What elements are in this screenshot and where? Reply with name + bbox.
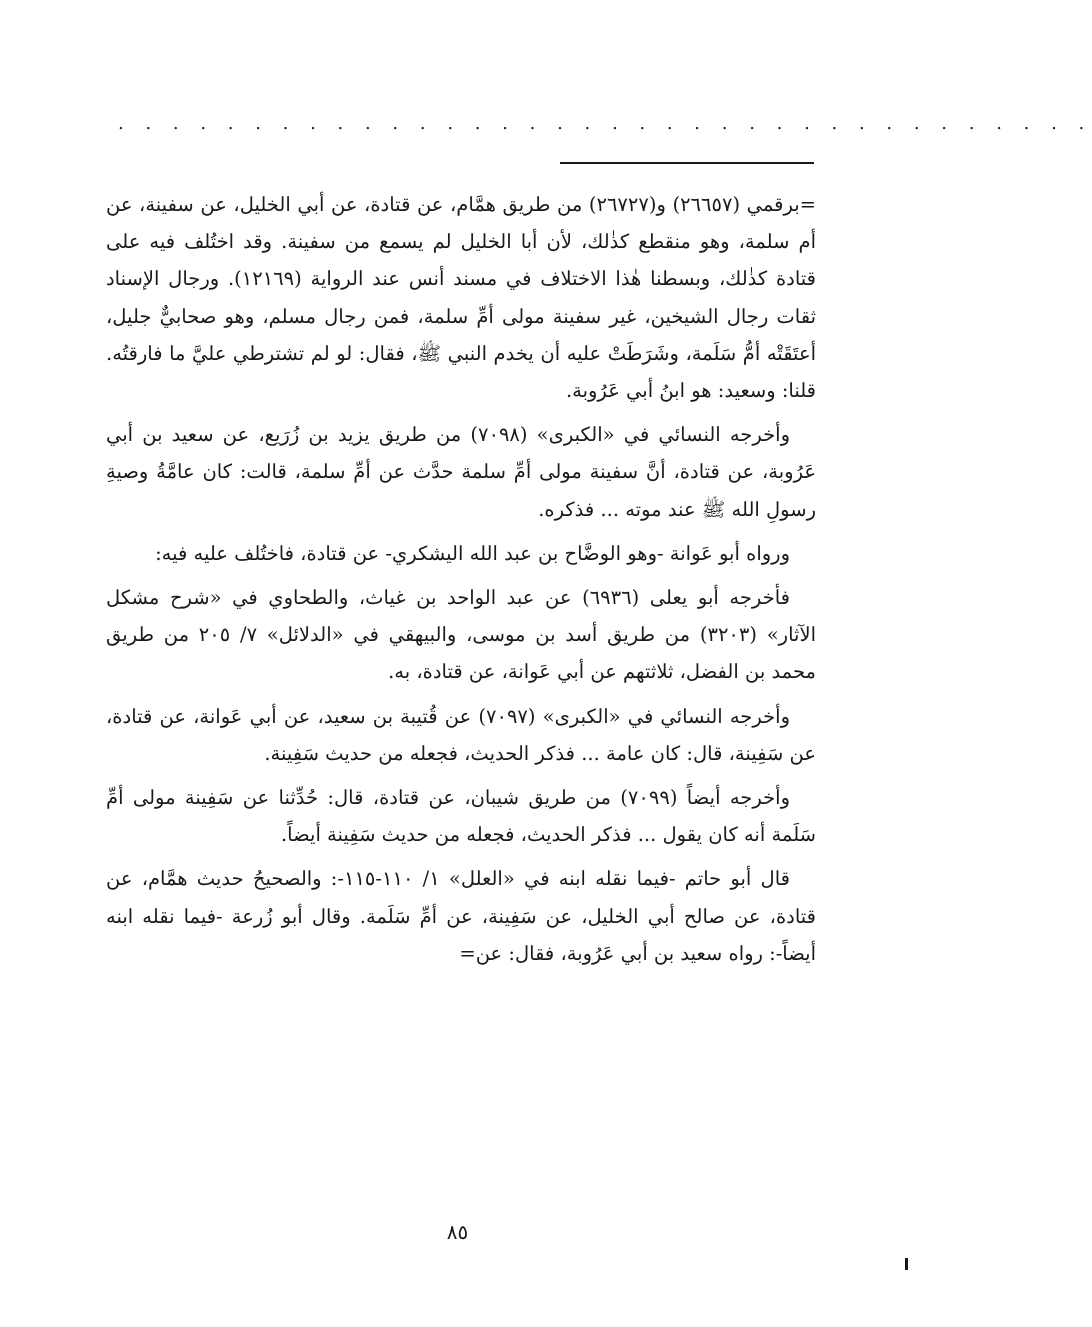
- paragraph-3: ورواه أبو عَوانة -وهو الوضَّاح بن عبد الله اليشكري- عن قتادة، فاختُلف عليه فيه:: [155, 541, 790, 565]
- paragraph-7: قال أبو حاتم -فيما نقله ابنه في «العلل» ١/ ١١٠-١١٥-: والصحيحُ حديث همَّام، عن قتادة، عن صالح أبي الخليل، عن سَفِينة، عن أمِّ سَلَمة. وقال أبو زُرعة -فيما نقله ابنه أيضاً-: رواه سعيد بن أبي عَرُوبة، فقال: عن=: [106, 867, 816, 965]
- paragraph-1: =برقمي (٢٦٦٥٧) و(٢٦٧٢٧) من طريق همَّام، عن قتادة، عن أبي الخليل، عن سفينة، عن أم سلمة، وهو منقطع كذٰلك، لأن أبا الخليل لم يسمع من سفينة. وقد اختُلف فيه على قتادة كذٰلك، وبسطنا هٰذا الاختلاف في مسند أنس عند الرواية (١٢١٦٩). ورجال الإسناد ثقات رجال الشيخين، غير سفينة مولى أمِّ سلمة، فمن رجال مسلم، وهو صحابيٌّ جليل، أعتَقَتْه أمُّ سَلَمة، وشَرَطَتْ عليه أن يخدم النبي ﷺ، فقال: لو لم تشترطي عليَّ ما فارقتُه. قلنا: وسعيد: هو ابنُ أبي عَرُوبة.: [106, 193, 816, 403]
- scan-edge-mark: [905, 1258, 908, 1270]
- paragraph-4: فأخرجه أبو يعلى (٦٩٣٦) عن عبد الواحد بن غياث، والطحاوي في «شرح مشكل الآثار» (٣٢٠٣) من طريق أسد بن موسى، والبيهقي في «الدلائل» ٧/ ٢٠٥ من طريق محمد بن الفضل، ثلاثتهم عن أبي عَوانة، عن قتادة، به.: [106, 586, 817, 684]
- paragraph-6: وأخرجه أيضاً (٧٠٩٩) من طريق شيبان، عن قتادة، قال: حُدِّثنا عن سَفِينة مولى أمِّ سَلَمة أنه كان يقول ... فذكر الحديث، فجعله من حديث سَفِينة أيضاً.: [106, 786, 816, 847]
- paragraph-5: وأخرجه النسائي في «الكبرى» (٧٠٩٧) عن قُتيبة بن سعيد، عن أبي عَوانة، عن قتادة، عن سَفِينة، قال: كان عامة ... فذكر الحديث، فجعله من حديث سَفِينة.: [106, 704, 816, 765]
- footnote-rule: [560, 162, 814, 164]
- paragraph-2: وأخرجه النسائي في «الكبرى» (٧٠٩٨) من طريق يزيد بن زُرَيع، عن سعيد بن أبي عَرُوبة، عن قتادة، أنَّ سفينة مولى أمِّ سلمة حدَّث عن أمِّ سلمة، قالت: كان عامَّةُ وصيةِ رسولِ الله ﷺ عند موته ... فذكره.: [106, 423, 816, 521]
- page-number: ٨٥: [446, 1220, 469, 1244]
- separator-dots: . . . . . . . . . . . . . . . . . . . . . . . . . . . . . . . . . . . .: [118, 113, 1092, 134]
- footnote-body: [106, 186, 816, 979]
